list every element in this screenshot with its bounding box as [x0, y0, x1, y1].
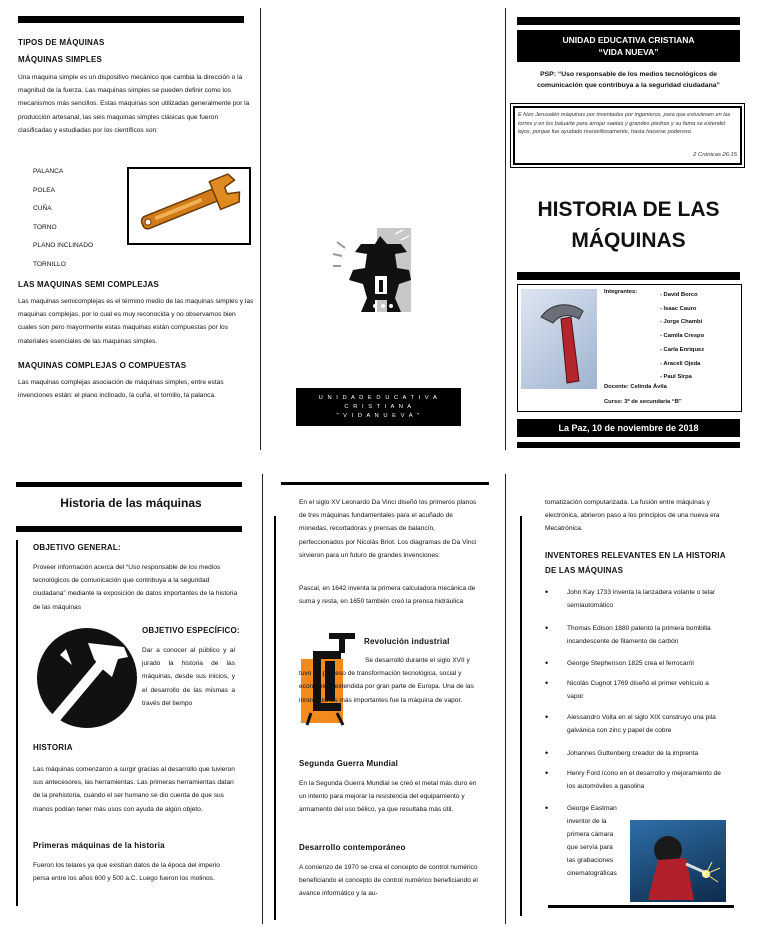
inventor-text: George Eastman inventor de la primera cámara que servía para las grabaciones cinematográficas [567, 805, 617, 877]
list-item: - Jorge Chambi [660, 319, 703, 326]
bullet-icon: • [545, 712, 549, 722]
historia-text: Las máquinas comenzaron a surgir gracias al desarrollo que tuvieron sus antecesores, las herramientas. Las primeras herramientas datan de la prehistoria, cuando el ser humano se dio cuenta de que sus manos podían tener más usos con ayuda de algún objeto. [33, 766, 235, 813]
revolucion-text: Se desarrolló durante el siglo XVII y tuvo un proceso de transformación tecnológica, social y económica, extendida por gran parte de Europa. Una de las innovaciones más importantes fue la máquina de vapor. [299, 657, 474, 704]
school-name-box [296, 388, 461, 426]
header-rule-top [16, 482, 242, 487]
inventor-text: Nicolás Cugnot 1769 diseñó el primer vehículo a vapor [567, 680, 709, 700]
bullet-icon: • [545, 587, 549, 597]
intro-text: tomatización computarizada. La fusión entre máquinas y electrónica, abrieron paso a los principios de una nueva era Mecatrónica. [545, 499, 720, 533]
date-text: La Paz, 10 de noviembre de 2018 [558, 423, 699, 433]
segunda-title: Segunda Guerra Mundial [299, 759, 399, 768]
primeras-title: Primeras máquinas de la historia [33, 841, 165, 850]
obj-especifico-title: OBJETIVO ESPECÍFICO: [142, 626, 240, 635]
inventor-text: Johannes Guttenberg creador de la imprenta [567, 750, 699, 757]
list-item: - Carla Enriquez [660, 346, 705, 353]
tipos-title: TIPOS DE MÁQUINAS [18, 38, 105, 47]
bullet-icon: • [545, 623, 549, 633]
panel-divider [505, 8, 506, 450]
simples-title: MÁQUINAS SIMPLES [18, 55, 103, 64]
list-item: - Camila Crespo [660, 333, 705, 340]
logo-line: " V I D A N U E V A " [336, 413, 421, 419]
panel5-top-rule [281, 482, 489, 485]
panel6-left-rule [520, 516, 522, 916]
list-item: PALANCA [33, 168, 64, 175]
revolucion-title: Revolución industrial [364, 637, 450, 646]
semi-text: Las maquinas semicomplejas es el término medio de las maquinas simples y las maquinas complejas, por lo cual es muy reconocida y no observamos bien cuales son pero mayormente estas maquinas están compuestas por los materiales esenciales de las maquinas simples. [18, 298, 254, 345]
davinci-text: En el siglo XV Leonardo Da Vinci diseñó los primeros planos de tres máquinas fundamentales para el acuñado de monedas, recortadoras y prensas de balancín, perfeccionados por Nicolás Briot. Los diagramas de Da Vinci sirvieron para un futuro de grandes invenciones: [299, 499, 477, 559]
panel-divider [505, 474, 506, 924]
top-rule [18, 16, 244, 23]
main-title-line: HISTORIA DE LAS [537, 198, 720, 221]
quote-ref: 2 Crónicas 26:15 [693, 152, 737, 158]
integrantes-label: Integrantes: [604, 289, 638, 295]
cover-top-rule [517, 17, 740, 25]
panel5-left-rule [274, 516, 276, 920]
hammer-image [521, 289, 597, 389]
emblem-icon [325, 228, 435, 338]
bullet-icon: • [545, 658, 549, 668]
quote-box [513, 106, 742, 165]
pascal-text: Pascal, en 1642 inventa la primera calculadora mecánica de suma y resta, en 1650 también creó la prensa hidráulica [299, 585, 476, 606]
psp-text: PSP: “Uso responsable de los medios tecnológicos de comunicación que contribuya a la seguridad ciudadana” [537, 71, 720, 89]
inventor-text: Alessandro Volta en el siglo XIX construyo una pila galvánica con zinc y papel de cobre [567, 714, 716, 734]
logo-line: C R I S T I A N A [344, 404, 413, 410]
left-rule [16, 540, 18, 906]
list-item: POLEA [33, 186, 55, 194]
school-line: “VIDA NUEVA” [598, 47, 659, 57]
school-line: UNIDAD EDUCATIVA CRISTIANA [562, 35, 695, 45]
main-title [517, 194, 740, 256]
members-box [517, 284, 742, 412]
members-list [660, 289, 704, 385]
list-item: - David Borco [660, 292, 698, 298]
welder-image [630, 820, 726, 902]
cover-mid-rule [517, 272, 740, 280]
welder-icon [630, 820, 726, 902]
date-banner [517, 419, 740, 437]
segunda-text: En la Segunda Guerra Mundial se creó el metal más duro en un intento para mejorar la resistencia del equipamiento y armamento del uso bélico, ya que resultaba más útil. [299, 780, 477, 814]
docente-text: Docente: Celinda Ávila [604, 384, 667, 390]
bullet-icon: • [545, 678, 549, 688]
panel-divider [262, 474, 263, 924]
bullet-icon: • [545, 768, 549, 778]
panel-divider [260, 8, 261, 450]
cover-bottom-rule [517, 442, 740, 448]
contemporaneo-text: A comienzo de 1970 se crea el concepto de control numérico beneficiando el concepto de control numérico beneficiando el avance informático y la au- [299, 864, 478, 898]
semi-title: LAS MAQUINAS SEMI COMPLEJAS [18, 280, 159, 289]
panel6-bottom-rule [548, 905, 734, 908]
machine-list [33, 163, 133, 274]
hammer-logo [32, 625, 142, 731]
school-banner [517, 30, 740, 62]
list-item: - Araceli Ojeda [660, 360, 701, 367]
inventor-text: Henry Ford ícono en el desarrollo y mejoramiento de los automóviles a gasolina [567, 770, 721, 790]
history-header: Historia de las máquinas [60, 496, 202, 510]
inventor-text: Thomas Edison 1880 patentó la primera bombilla incandescente de filamento de carbón [567, 625, 711, 645]
simples-text: Una maquina simple es un dispositivo mecánico que cambia la dirección o la magnitud de la fuerza. Las maquinas simples se pueden definir como los mecanismos más sencillos. Estas maquinas son utilizadas generalmente por la producción artesanal, las seis maquinas simples clásicas que fueron clasificadas y estudiadas por los científicos son: [18, 74, 250, 134]
quote-text: E hizo Jerusalén máquinas por inventadas por ingenieros, para que estuviesen en las torres y en los baluarte para arrojar saetas y grandes piedras y su fama se extendió lejos, porque fue ayudado maravillosamente, hasta hacerse poderoso [518, 112, 731, 135]
inventor-text: George Stephenson 1825 crea el ferrocarril [567, 660, 694, 667]
hammer-logo-icon [32, 625, 142, 731]
obj-general-title: OBJETIVO GENERAL: [33, 543, 121, 552]
obj-especifico-text: Dar a conocer al público y al jurado la historia de las máquinas, desde sus inicios, y el desarrollo de las mismas a través del tiempo [142, 647, 235, 707]
list-item: CUÑA [33, 205, 52, 212]
list-item: PLANO INCLINADO [33, 242, 94, 249]
list-item: TORNILLO [33, 260, 66, 268]
hammer-icon [521, 289, 597, 389]
inventores-title: INVENTORES RELEVANTES EN LA HISTORIA DE LAS MÁQUINAS [545, 551, 726, 575]
complejas-title: MAQUINAS COMPLEJAS O COMPUESTAS [18, 361, 187, 370]
list-item: - Paul Sirpa [660, 374, 692, 381]
wrench-image [127, 167, 251, 245]
main-title-line: MÁQUINAS [571, 229, 686, 252]
contemporaneo-title: Desarrollo contemporáneo [299, 843, 406, 852]
inventor-text: John Kay 1733 inventa la lanzadera volante o telar semiautomático [567, 589, 716, 609]
wrench-icon [129, 169, 249, 243]
school-emblem [325, 228, 435, 338]
complejas-text: Las maquinas complejas asociación de máquinas simples, entre estas invenciones están: el plano inclinado, la cuña, el tornillo, la palanca. [18, 379, 224, 400]
list-item: - Isaac Cauro [660, 305, 697, 312]
bullet-icon: • [545, 748, 549, 758]
primeras-text: Fueron los telares ya que existían datos de la época del imperio persa entre los años 600 y 500 a.C. Luego fueron los molinos. [33, 862, 220, 883]
header-rule-bottom [16, 526, 242, 532]
curso-text: Curso: 3º de secundaria “B” [604, 399, 682, 405]
historia-title: HISTORIA [33, 743, 73, 752]
bullet-icon: • [545, 803, 549, 813]
logo-line: U N I D A D E D U C A T I V A [318, 395, 439, 401]
list-item: TORNO [33, 223, 57, 231]
obj-general-text: Proveer información acerca del “Uso responsable de los medios tecnológicos de comunicación que contribuya a la seguridad ciudadana” mediante la exposición de datos importantes de la historia de las máquinas [33, 564, 238, 611]
